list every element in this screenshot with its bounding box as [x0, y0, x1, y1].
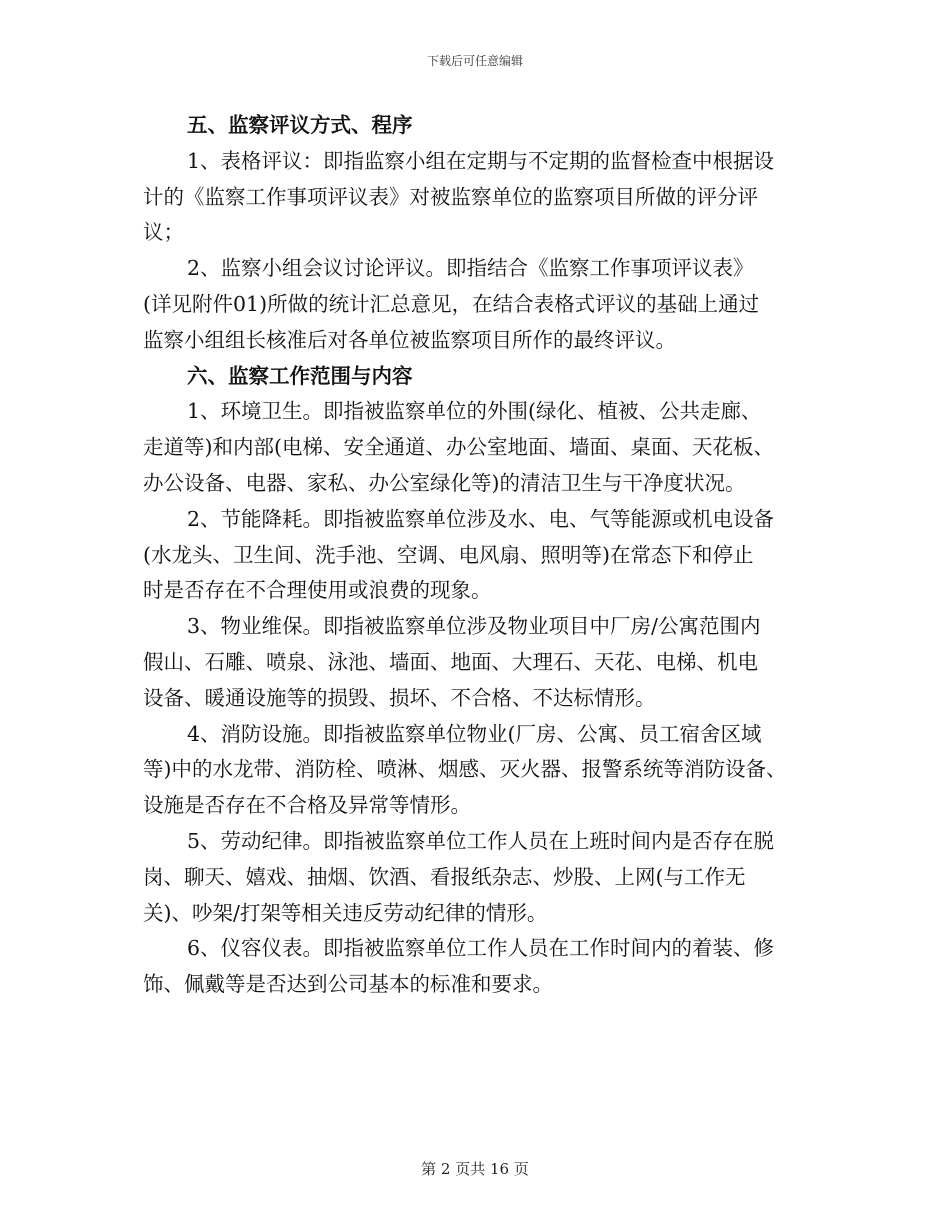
section-heading-5: 五、监察评议方式、程序 — [187, 113, 413, 137]
paragraph-line: 6、仪容仪表。即指被监察单位工作人员在工作时间内的着装、修 — [187, 936, 775, 961]
paragraph-line: 设施是否存在不合格及异常等情形。 — [143, 793, 471, 818]
paragraph-line: 1、表格评议：即指监察小组在定期与不定期的监督检查中根据设 — [187, 148, 775, 173]
paragraph-line: 走道等)和内部(电梯、安全通道、办公室地面、墙面、桌面、天花板、 — [143, 435, 774, 460]
paragraph-line: 5、劳动纪律。即指被监察单位工作人员在上班时间内是否存在脱 — [187, 828, 775, 853]
paragraph-line: 假山、石雕、喷泉、泳池、墙面、地面、大理石、天花、电梯、机电 — [143, 649, 758, 674]
paragraph-line: 2、监察小组会议讨论评议。即指结合《监察工作事项评议表》 — [187, 256, 754, 281]
page-number: 第 2 页共 16 页 — [421, 1160, 529, 1178]
section-heading-6: 六、监察工作范围与内容 — [187, 363, 413, 388]
paragraph-labor-discipline — [143, 824, 811, 931]
paragraph-line: 3、物业维保。即指被监察单位涉及物业项目中厂房/公寓范围内 — [187, 614, 761, 639]
paragraph-line: 计的《监察工作事项评议表》对被监察单位的监察项目所做的评分评 — [143, 184, 758, 209]
paragraph-line: 4、消防设施。即指被监察单位物业(厂房、公寓、员工宿舍区域 — [187, 721, 762, 746]
paragraph-line: (水龙头、卫生间、洗手池、空调、电风扇、照明等)在常态下和停止 — [143, 542, 754, 567]
document-body — [143, 108, 811, 1003]
paragraph-meeting-review — [143, 251, 811, 358]
paragraph-line: 2、节能降耗。即指被监察单位涉及水、电、气等能源或机电设备 — [187, 506, 775, 531]
page-header: 下载后可任意编辑 — [426, 54, 523, 68]
paragraph-line: 饰、佩戴等是否达到公司基本的标准和要求。 — [143, 972, 553, 997]
paragraph-appearance — [143, 931, 811, 1003]
paragraph-line: 时是否存在不合理使用或浪费的现象。 — [143, 578, 492, 603]
paragraph-line: 监察小组组长核准后对各单位被监察项目所作的最终评议。 — [143, 327, 676, 352]
paragraph-line: 设备、暖通设施等的损毁、损坏、不合格、不达标情形。 — [143, 685, 656, 710]
paragraph-property-maintenance — [143, 609, 811, 716]
paragraph-line: 岗、聊天、嬉戏、抽烟、饮酒、看报纸杂志、炒股、上网(与工作无 — [143, 864, 746, 889]
paragraph-fire-facilities — [143, 717, 811, 824]
paragraph-line: 议； — [143, 220, 184, 245]
paragraph-line: 1、环境卫生。即指被监察单位的外围(绿化、植被、公共走廊、 — [187, 399, 762, 424]
paragraph-table-review — [143, 144, 811, 251]
paragraph-environment — [143, 394, 811, 501]
paragraph-line: (详见附件01)所做的统计汇总意见，在结合表格式评议的基础上通过 — [143, 291, 760, 316]
paragraph-line: 等)中的水龙带、消防栓、喷淋、烟感、灭火器、报警系统等消防设备、 — [143, 757, 787, 782]
paragraph-energy-saving — [143, 502, 811, 609]
paragraph-line: 关)、吵架/打架等相关违反劳动纪律的情形。 — [143, 900, 548, 925]
paragraph-line: 办公设备、电器、家私、办公室绿化等)的清洁卫生与干净度状况。 — [143, 470, 746, 495]
